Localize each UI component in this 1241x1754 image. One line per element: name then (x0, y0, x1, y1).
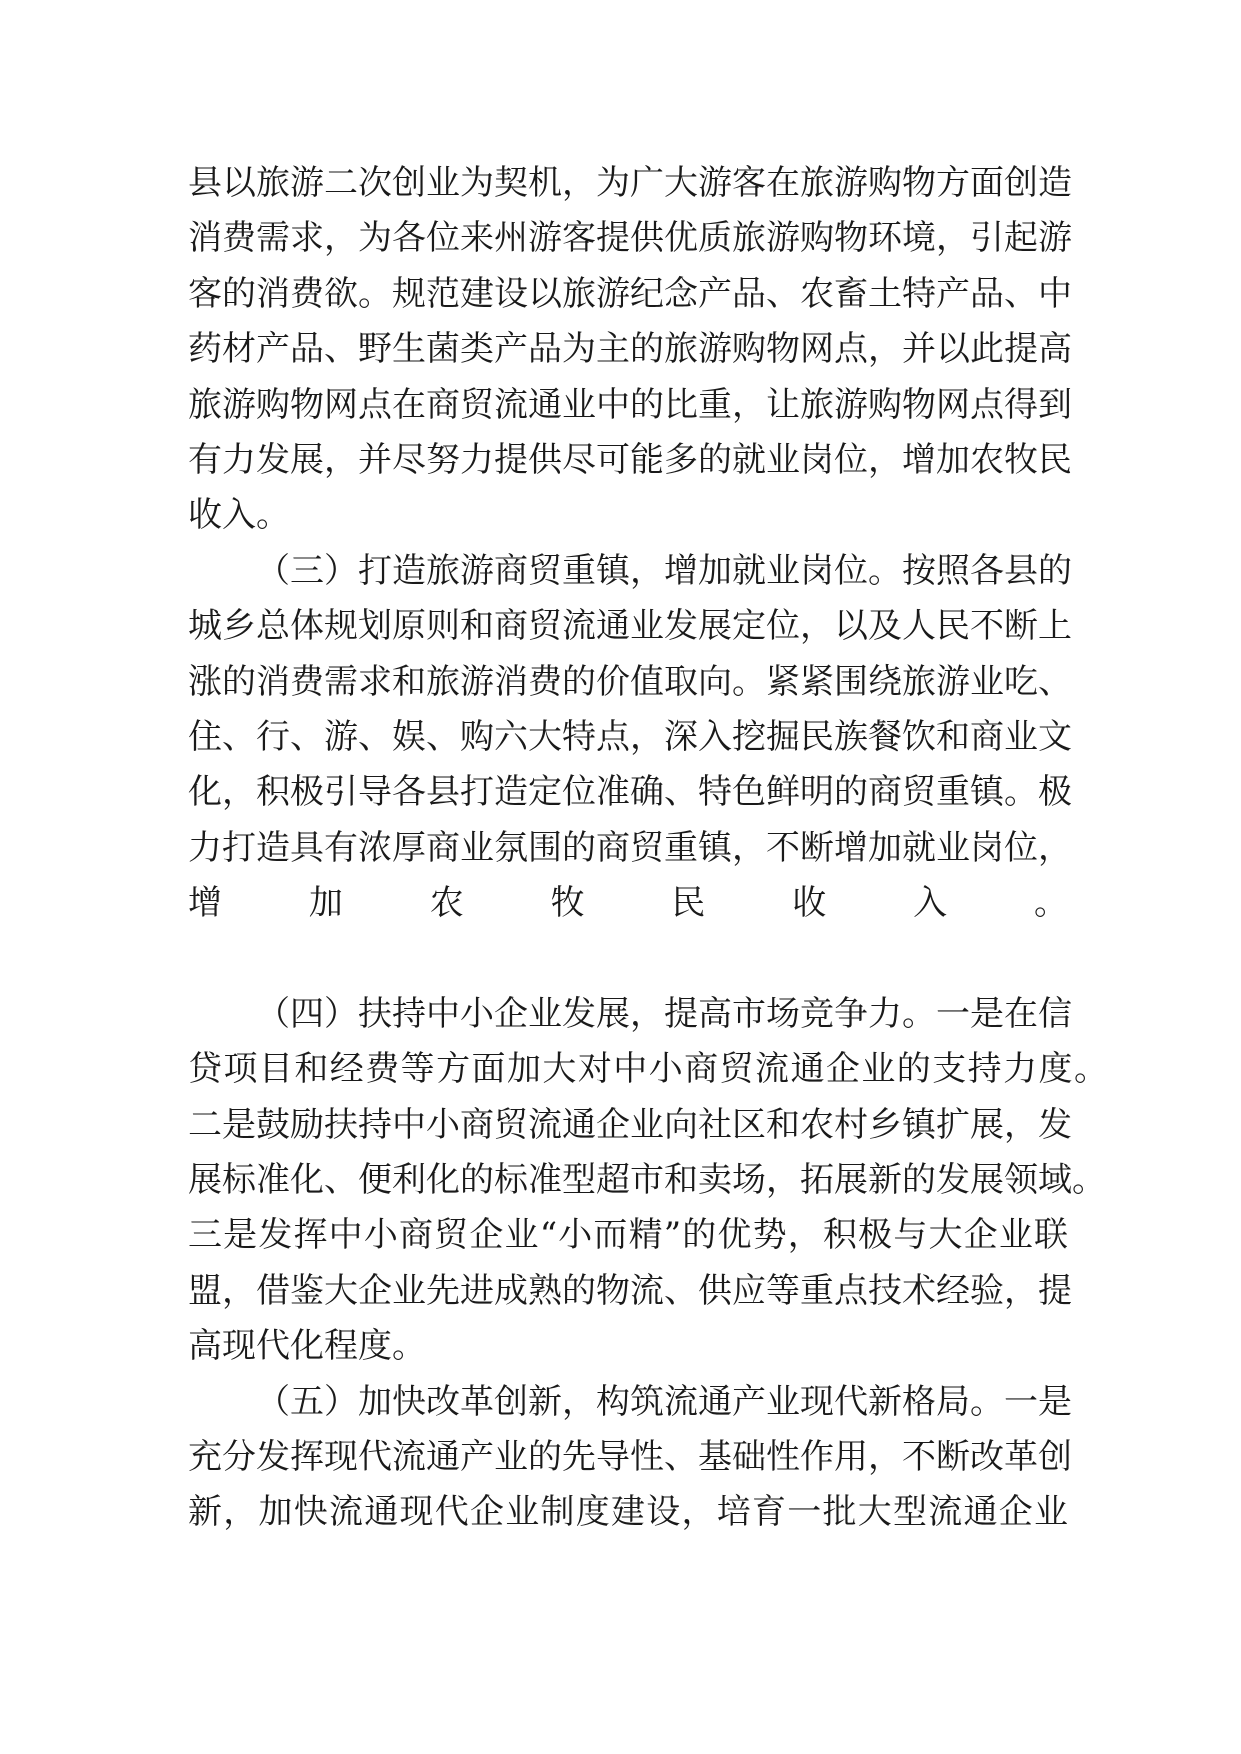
text-line: 城乡总体规划原则和商贸流通业发展定位，以及人民不断上 (188, 606, 1072, 647)
text-line: 新，加快流通现代企业制度建设，培育一批大型流通企业 (188, 1492, 1068, 1533)
text-line: 县以旅游二次创业为契机，为广大游客在旅游购物方面创造 (188, 163, 1072, 203)
text-line: 化，积极引导各县打造定位准确、特色鲜明的商贸重镇。极 (188, 772, 1072, 813)
text-line: 客的消费欲。规范建设以旅游纪念产品、农畜土特产品、中 (188, 273, 1072, 314)
text-line: 药材产品、野生菌类产品为主的旅游购物网点，并以此提高 (188, 329, 1072, 370)
text-line: 消费需求，为各位来州游客提供优质旅游购物环境，引起游 (188, 218, 1072, 259)
text-line: 盟，借鉴大企业先进成熟的物流、供应等重点技术经验，提 (188, 1270, 1072, 1311)
text-line: 住、行、游、娱、购六大特点，深入挖掘民族餐饮和商业文 (188, 716, 1072, 757)
text-line: 二是鼓励扶持中小商贸流通企业向社区和农村乡镇扩展，发 (188, 1104, 1072, 1145)
paragraph-heading-line: （五）加快改革创新，构筑流通产业现代新格局。一是 (256, 1381, 1072, 1422)
text-line: 有力发展，并尽努力提供尽可能多的就业岗位，增加农牧民 (188, 439, 1072, 480)
body-text (188, 156, 1108, 1541)
text-line: 涨的消费需求和旅游消费的价值取向。紧紧围绕旅游业吃、 (188, 661, 1072, 702)
text-line: 展标准化、便利化的标准型超市和卖场，拓展新的发展领域。 (188, 1160, 1106, 1201)
text-line: 充分发挥现代流通产业的先导性、基础性作用，不断改革创 (188, 1436, 1072, 1477)
text-line: 高现代化程度。 (188, 1326, 426, 1367)
text-line: 贷项目和经费等方面加大对中小商贸流通企业的支持力度。 (188, 1049, 1108, 1090)
text-line: 旅游购物网点在商贸流通业中的比重，让旅游购物网点得到 (188, 384, 1072, 425)
paragraph-heading-line: （四）扶持中小企业发展，提高市场竞争力。一是在信 (256, 993, 1072, 1034)
text-line (188, 931, 1068, 986)
text-line: 收入。 (188, 495, 290, 536)
text-line: 增加农牧民收入。 (188, 883, 1068, 924)
text-line: 三是发挥中小商贸企业“小而精”的优势，积极与大企业联 (188, 1215, 1068, 1256)
text-line: 力打造具有浓厚商业氛围的商贸重镇，不断增加就业岗位， (188, 827, 1072, 868)
paragraph-heading-line: （三）打造旅游商贸重镇，增加就业岗位。按照各县的 (256, 550, 1072, 591)
